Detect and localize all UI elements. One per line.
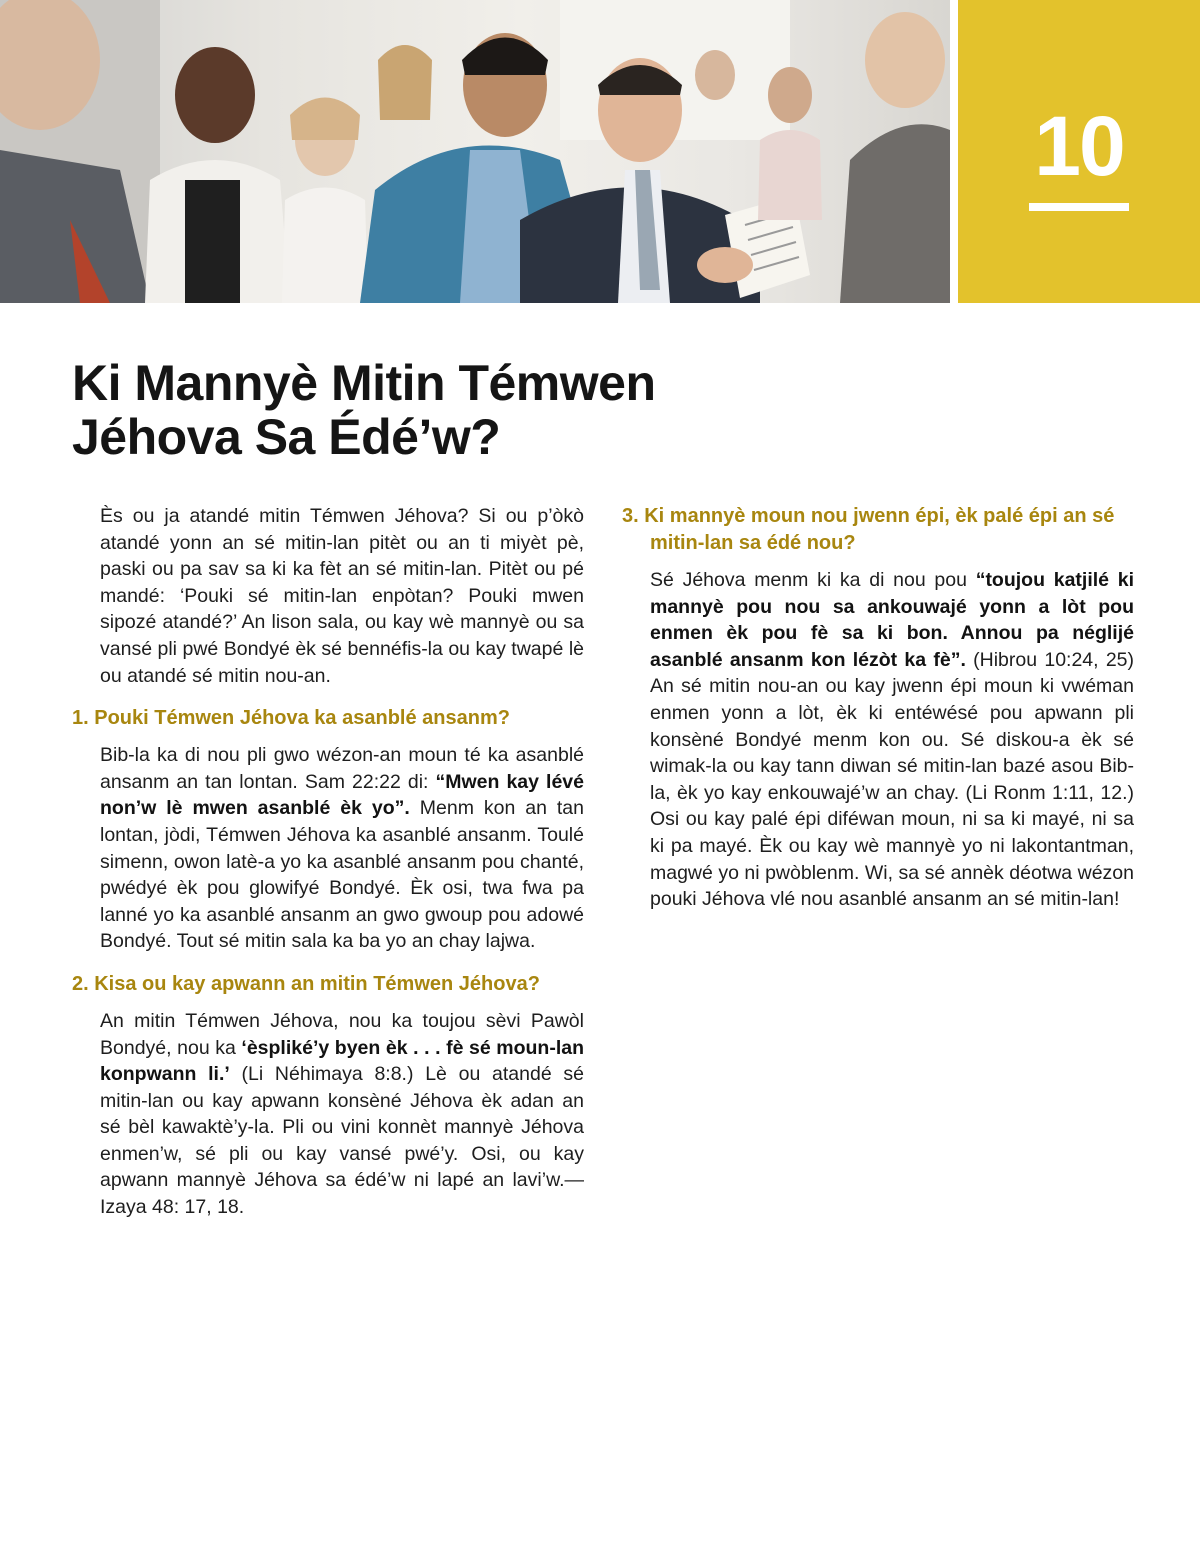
title-line-1: Ki Mannyè Mitin Témwen bbox=[72, 355, 656, 411]
section-1-text-b: Menm kon an tan lontan, jòdi, Témwen Jéhova ka asanblé ansanm. Toulé simenn, owon latè-a yo ka asanblé ansanm pou chanté, pwédyé èk pou glowifyé Bondyé. Èk osi, twa fwa pa lanné yo ka asanblé ansanm an gwo gwoup pou adowé Bondyé. Tout sé mitin sala ka ba yo an chay lajwa. bbox=[100, 797, 585, 953]
right-column bbox=[622, 503, 1134, 925]
section-2-quote: ‘èspliké’y byen èk . . . fè sé moun-lan konpwann li.’ bbox=[100, 1036, 585, 1086]
title-line-2: Jéhova Sa Édé’w? bbox=[72, 409, 501, 465]
section-1-heading: 1. Pouki Témwen Jéhova ka asanblé ansanm? bbox=[72, 707, 510, 730]
section-1-quote: “Mwen kay lévé non’w lè mwen asanblé èk yo”. bbox=[100, 770, 584, 820]
left-column bbox=[72, 503, 584, 1233]
chapter-rule bbox=[1029, 203, 1129, 211]
section-3-body bbox=[622, 567, 1134, 913]
page-title bbox=[72, 356, 772, 464]
section-2-heading: 2. Kisa ou kay apwann an mitin Témwen Jéhova? bbox=[72, 972, 540, 995]
section-2-body bbox=[72, 1008, 584, 1221]
intro-paragraph: Ès ou ja atandé mitin Témwen Jéhova? Si ou p’òkò atandé yonn an sé mitin-lan pitèt ou an ti miyèt pè, paski ou pa sav sa ki ka fèt an sé mitin-lan. Pitèt ou pé mandé: ‘Pouki sé mitin-lan enpòtan? Pouki mwen sipozé atandé?’ An lison sala, ou kay wè mannyè ou sa vansé pli pwé Bondyé èk sé bennéfis-la ou kay twapé lè ou atandé sé mitin nou-an. bbox=[100, 505, 584, 687]
section-1-body bbox=[72, 742, 584, 955]
section-2-text-a: An mitin Témwen Jéhova, nou ka toujou sèvi Pawòl Bondyé, nou ka bbox=[100, 1009, 584, 1059]
section-3-quote: “toujou katjilé ki mannyè pou nou sa ankouwajé yonn a lòt pou enmen èk pou fè sa ki bon. Annou pa néglijé asanblé ansanm kon lézòt ka fè”. bbox=[650, 569, 1134, 671]
section-3-text-b: (Hibrou 10:24, 25) An sé mitin nou-an ou kay jwenn épi moun ki vwéman enmen yonn a lòt, èk ki entéwésé pou apwann pli konsèné Bondyé menm kon ou. Sé diskou-a èk sé wimak-la ou kay tann diwan sé mitin-lan bazé asou Bib-la, èk yo kay enkouwajé’w an chay. (Li Ronm 1:11, 12.) Osi ou kay palé épi diféwan moun, ni sa ki mayé, ni sa ki pa mayé. Èk ou kay wè mannyè yo ni lakontantman, magwé yo ni pwòblenm. Wi, sa sé annèk déotwa wézon pouki Jéhova vlé nou asanblé ansanm an sé mitin-lan! bbox=[650, 648, 1134, 911]
hero-photo bbox=[0, 0, 950, 303]
section-3-text-a: Sé Jéhova menm ki ka di nou pou bbox=[650, 569, 976, 591]
congregation-photo-illustration bbox=[0, 0, 950, 303]
section-1-text-a: Bib-la ka di nou pli gwo wézon-an moun té ka asanblé ansanm an tan lontan. Sam 22:22 di: bbox=[100, 744, 584, 793]
chapter-number: 10 bbox=[1034, 99, 1124, 193]
chapter-badge bbox=[958, 0, 1200, 303]
section-3-heading: 3. Ki mannyè moun nou jwenn épi, èk palé épi an sé mitin-lan sa édé nou? bbox=[622, 505, 1115, 554]
section-2-text-b: (Li Néhimaya 8:8.) Lè ou atandé sé mitin-lan ou kay apwann konsèné Jéhova èk adan an sé bèl kawaktè’y-la. Pli ou vini konnèt mannyè Jéhova enmen’w, sé pli ou kay vansé pwé’y. Osi, ou kay apwann mannyè Jéhova sa édé’w ni lapé an lavi’w.—Izaya 48: 17, 18. bbox=[100, 1063, 584, 1219]
